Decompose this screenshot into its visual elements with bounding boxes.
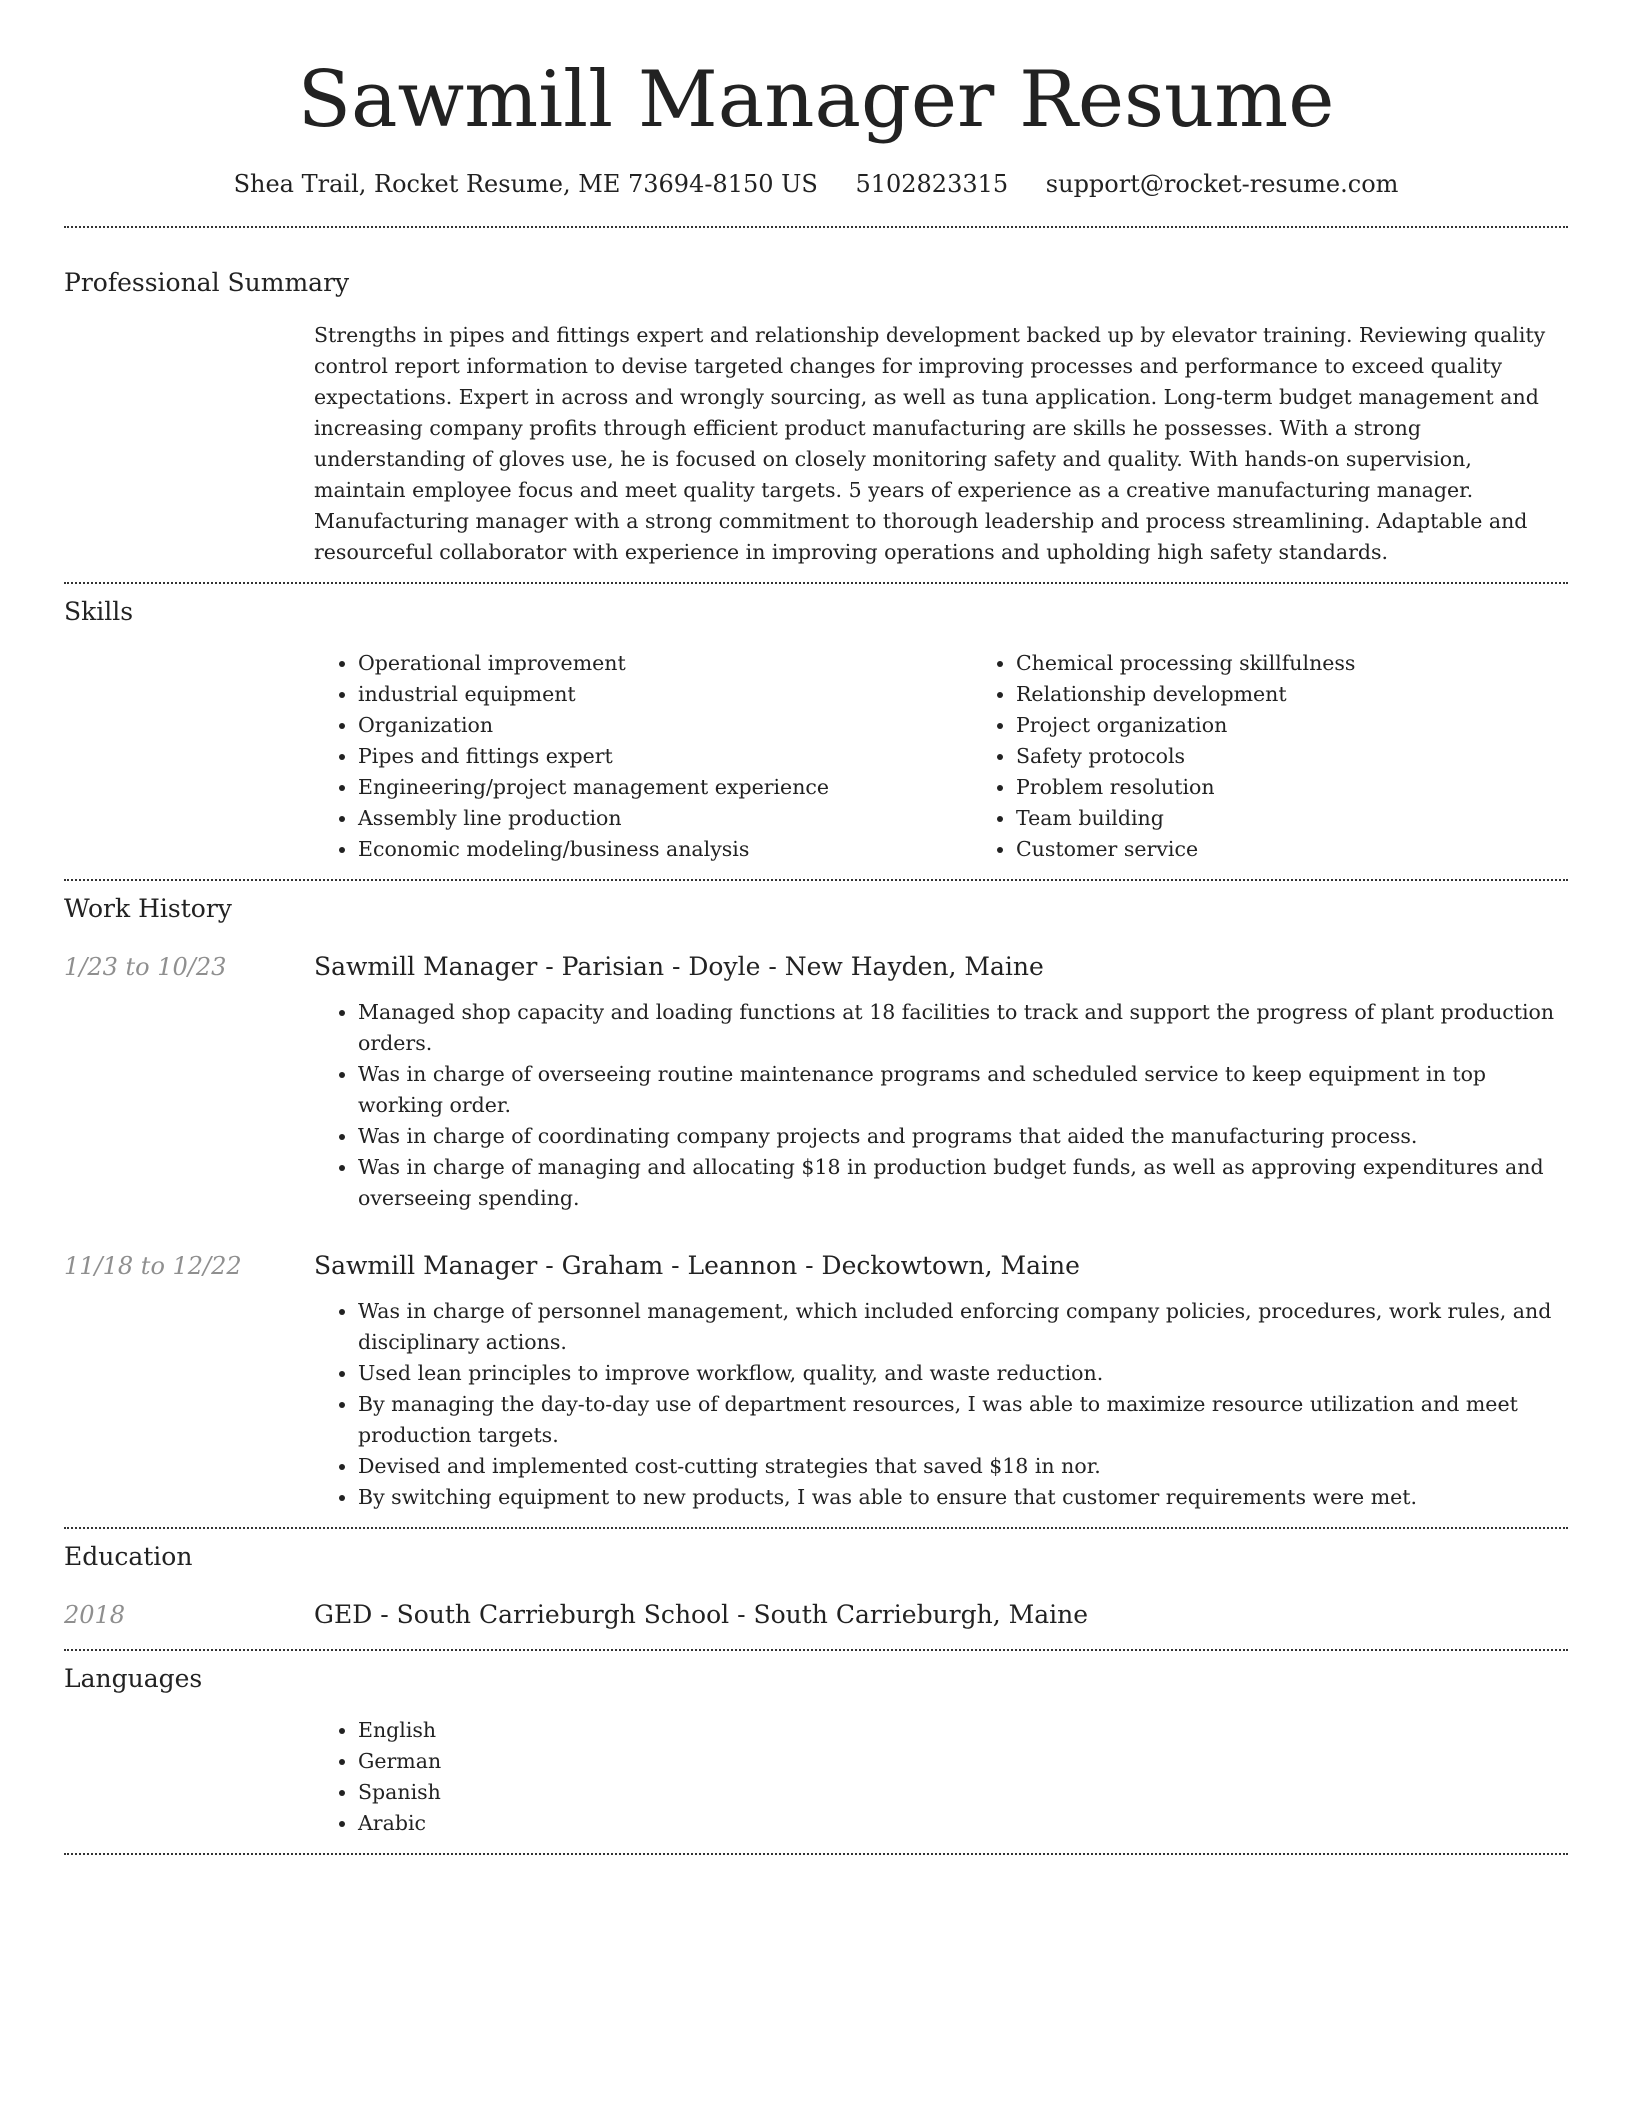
job-bullet: • Used lean principles to improve workflow, quality, and waste reduction.	[358, 1358, 1568, 1389]
language-item: • German	[358, 1746, 1568, 1777]
skill-item: • Project organization	[1016, 710, 1630, 741]
skill-item: • Organization	[358, 710, 972, 741]
job-bullet: • By managing the day-to-day use of department resources, I was able to maximize resource utilization and meet production targets.	[358, 1389, 1568, 1451]
education-section	[64, 1529, 1568, 1631]
skills-list-left	[314, 648, 972, 865]
skill-item: • Assembly line production	[358, 803, 972, 834]
languages-section	[64, 1651, 1568, 1839]
job-bullet: • Managed shop capacity and loading functions at 18 facilities to track and support the progress of plant production orders.	[358, 997, 1568, 1059]
job-title: Sawmill Manager - Parisian - Doyle - New Hayden, Maine	[314, 952, 1044, 981]
resume-title: Sawmill Manager Resume	[297, 55, 1335, 145]
summary-section	[64, 228, 1568, 568]
job-title: Sawmill Manager - Graham - Leannon - Deckowtown, Maine	[314, 1251, 1080, 1280]
skill-item: • Chemical processing skillfulness	[1016, 648, 1630, 679]
skills-heading: Skills	[64, 597, 134, 626]
contact-line	[64, 170, 1568, 198]
skill-item: • Customer service	[1016, 834, 1630, 865]
contact-address: Shea Trail, Rocket Resume, ME 73694-8150 US	[233, 170, 818, 198]
work-section	[64, 881, 1568, 1513]
language-item: • Spanish	[358, 1777, 1568, 1808]
job-dates: 1/23 to 10/23	[64, 953, 227, 981]
skill-item: • Safety protocols	[1016, 741, 1630, 772]
contact-phone: 5102823315	[855, 170, 1009, 198]
skill-item: • industrial equipment	[358, 679, 972, 710]
education-date: 2018	[64, 1601, 126, 1629]
languages-divider	[64, 1853, 1568, 1855]
resume-header	[64, 0, 1568, 198]
skills-section	[64, 584, 1568, 865]
language-item: • English	[358, 1715, 1568, 1746]
languages-list	[314, 1715, 1568, 1839]
job-bullet: • Was in charge of coordinating company projects and programs that aided the manufacturing process.	[358, 1121, 1568, 1152]
skill-item: • Relationship development	[1016, 679, 1630, 710]
skill-item: • Pipes and fittings expert	[358, 741, 972, 772]
skill-item: • Economic modeling/business analysis	[358, 834, 972, 865]
skill-item: • Engineering/project management experience	[358, 772, 972, 803]
job-bullet: • Was in charge of managing and allocating $18 in production budget funds, as well as approving expenditures and overseeing spending.	[358, 1152, 1568, 1214]
job-bullet: • Was in charge of overseeing routine maintenance programs and scheduled service to keep equipment in top working order.	[358, 1059, 1568, 1121]
summary-text: Strengths in pipes and fittings expert and relationship development backed up by elevator training. Reviewing quality control report information to devise targeted changes for improving processes and performance to exceed quality expectations. Expert in across and wrongly sourcing, as well as tuna application. Long-term budget management and increasing company profits through efficient product manufacturing are skills he possesses. With a strong understanding of gloves use, he is focused on closely monitoring safety and quality. With hands-on supervision, maintain employee focus and meet quality targets. 5 years of experience as a creative manufacturing manager. Manufacturing manager with a strong commitment to thorough leadership and process streamlining. Adaptable and resourceful collaborator with experience in improving operations and upholding high safety standards.	[314, 323, 1546, 564]
job-entry	[64, 951, 1568, 1214]
job-bullet: • Devised and implemented cost-cutting strategies that saved $18 in nor.	[358, 1451, 1568, 1482]
education-heading: Education	[64, 1542, 193, 1571]
job-bullet: • By switching equipment to new products, I was able to ensure that customer requirements were met.	[358, 1482, 1568, 1513]
skill-item: • Operational improvement	[358, 648, 972, 679]
job-bullet: • Was in charge of personnel management, which included enforcing company policies, procedures, work rules, and disciplinary actions.	[358, 1296, 1568, 1358]
job-bullets	[314, 1296, 1568, 1513]
contact-email: support@rocket-resume.com	[1045, 170, 1399, 198]
skills-list-right	[972, 648, 1630, 865]
summary-heading: Professional Summary	[64, 268, 350, 297]
skill-item: • Team building	[1016, 803, 1630, 834]
languages-heading: Languages	[64, 1664, 203, 1693]
education-entry: GED - South Carrieburgh School - South Carrieburgh, Maine	[314, 1600, 1089, 1629]
job-bullets	[314, 997, 1568, 1214]
language-item: • Arabic	[358, 1808, 1568, 1839]
work-heading: Work History	[64, 894, 232, 923]
skill-item: • Problem resolution	[1016, 772, 1630, 803]
job-entry	[64, 1250, 1568, 1513]
job-dates: 11/18 to 12/22	[64, 1252, 242, 1280]
